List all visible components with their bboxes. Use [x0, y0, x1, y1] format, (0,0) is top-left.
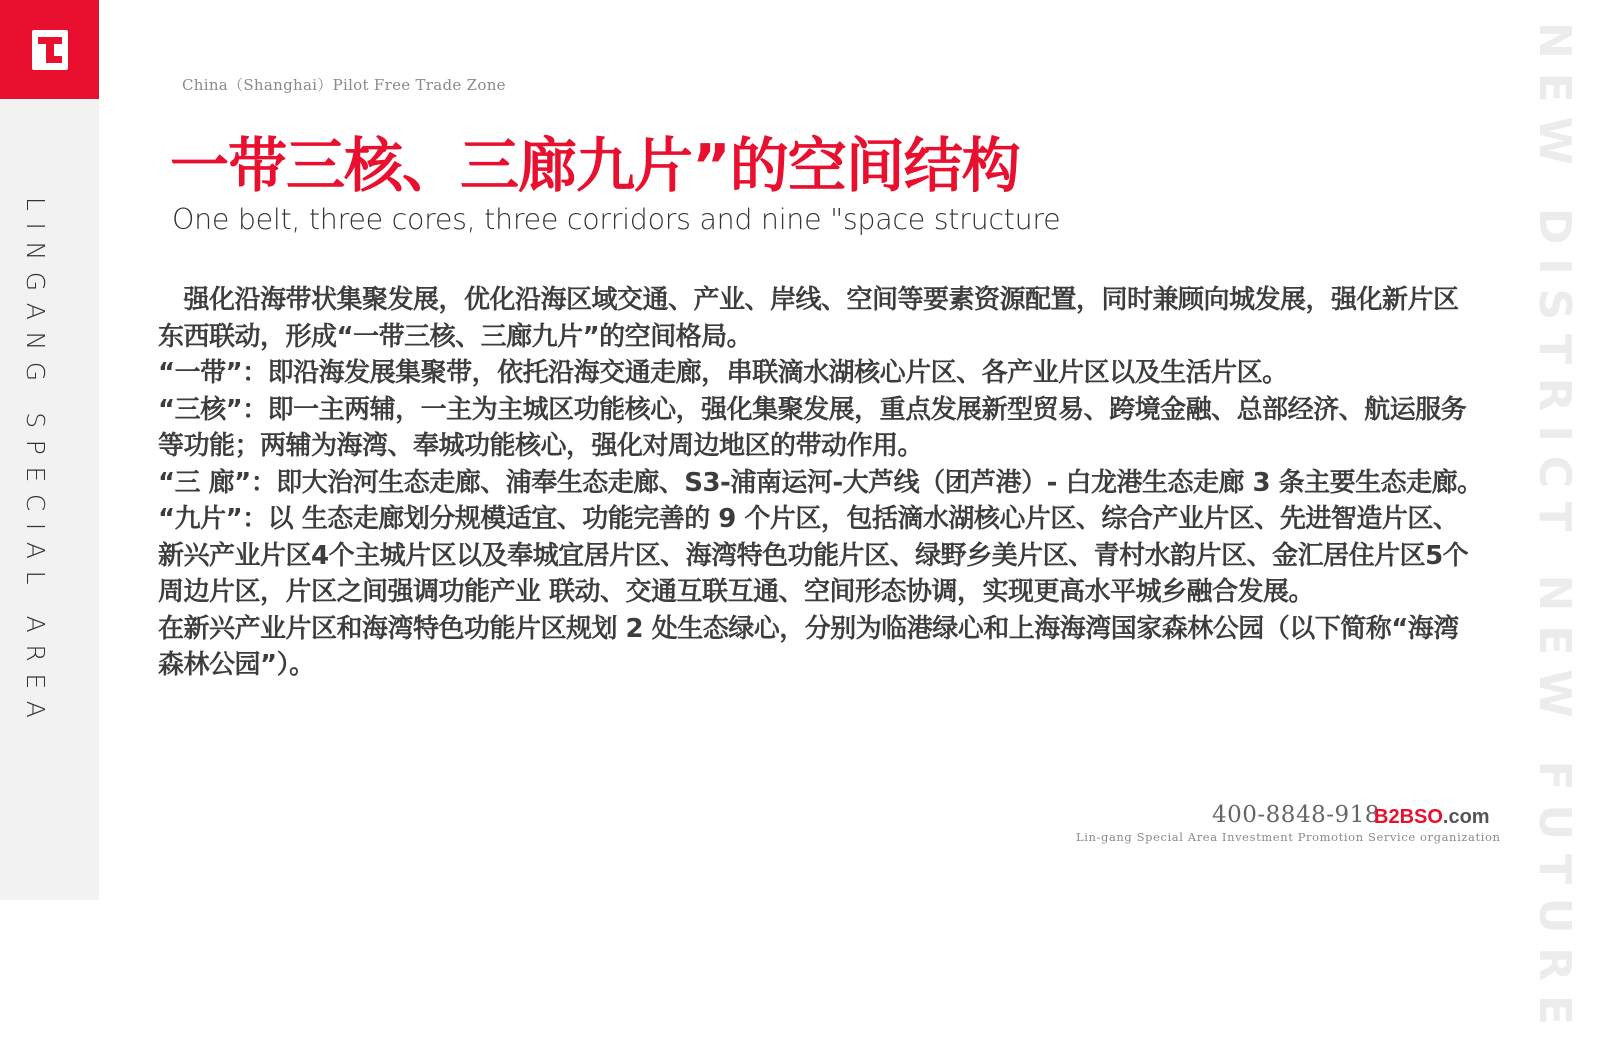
paragraph-one-belt: “一带”：即沿海发展集聚带，依托沿海交通走廊，串联滴水湖核心片区、各产业片区以及生活片区。: [158, 358, 1288, 388]
body-text: [158, 282, 1483, 684]
footer-brand-suffix: .com: [1442, 806, 1490, 828]
paragraph-intro: 强化沿海带状集聚发展，优化沿海区域交通、产业、岸线、空间等要素资源配置，同时兼顾向城发展，强化新片区东西联动，形成“一带三核、三廊九片”的空间格局。: [158, 285, 1459, 352]
footer-phone: 400-8848-918: [1212, 802, 1380, 828]
brand-logo: [0, 0, 99, 99]
footer-organization: Lin-gang Special Area Investment Promotion Service organization: [1076, 830, 1501, 844]
right-watermark-text: NEW DISTRICT NEW FUTURE: [1529, 22, 1580, 1039]
paragraph-three-cores: “三核”：即一主两辅，一主为主城区功能核心，强化集聚发展，重点发展新型贸易、跨境金融、总部经济、航运服务等功能；两辅为海湾、奉城功能核心，强化对周边地区的带动作用。: [158, 394, 1467, 461]
footer-brand: [1374, 806, 1490, 829]
page-title-english: One belt, three cores, three corridors and nine "space structure: [172, 203, 1061, 236]
footer-brand-main: B2BSO: [1374, 806, 1443, 828]
logo-t-icon: [32, 30, 68, 70]
paragraph-green-hearts: 在新兴产业片区和海湾特色功能片区规划 2 处生态绿心，分别为临港绿心和上海海湾国家森林公园（以下简称“海湾森林公园”）。: [158, 613, 1459, 680]
paragraph-nine-areas: “九片”：以 生态走廊划分规模适宜、功能完善的 9 个片区，包括滴水湖核心片区、综合产业片区、先进智造片区、新兴产业片区4个主城片区以及奉城宜居片区、海湾特色功能片区、绿野乡美片区、青村水韵片区、金汇居住片区5个周边片区，片区之间强调功能产业 联动、交通互联互通、空间形态协调，实现更高水平城乡融合发展。: [158, 504, 1469, 607]
sidebar-vertical-text: LINGANG SPECIAL AREA: [21, 197, 50, 730]
header-subtitle: China（Shanghai）Pilot Free Trade Zone: [182, 76, 506, 94]
paragraph-three-corridors: “三 廊”：即大治河生态走廊、浦奉生态走廊、S3-浦南运河-大芦线（团芦港）- 白龙港生态走廊 3 条主要生态走廊。: [158, 467, 1483, 498]
page-title: 一带三核、三廊九片”的空间结构: [170, 131, 1020, 200]
